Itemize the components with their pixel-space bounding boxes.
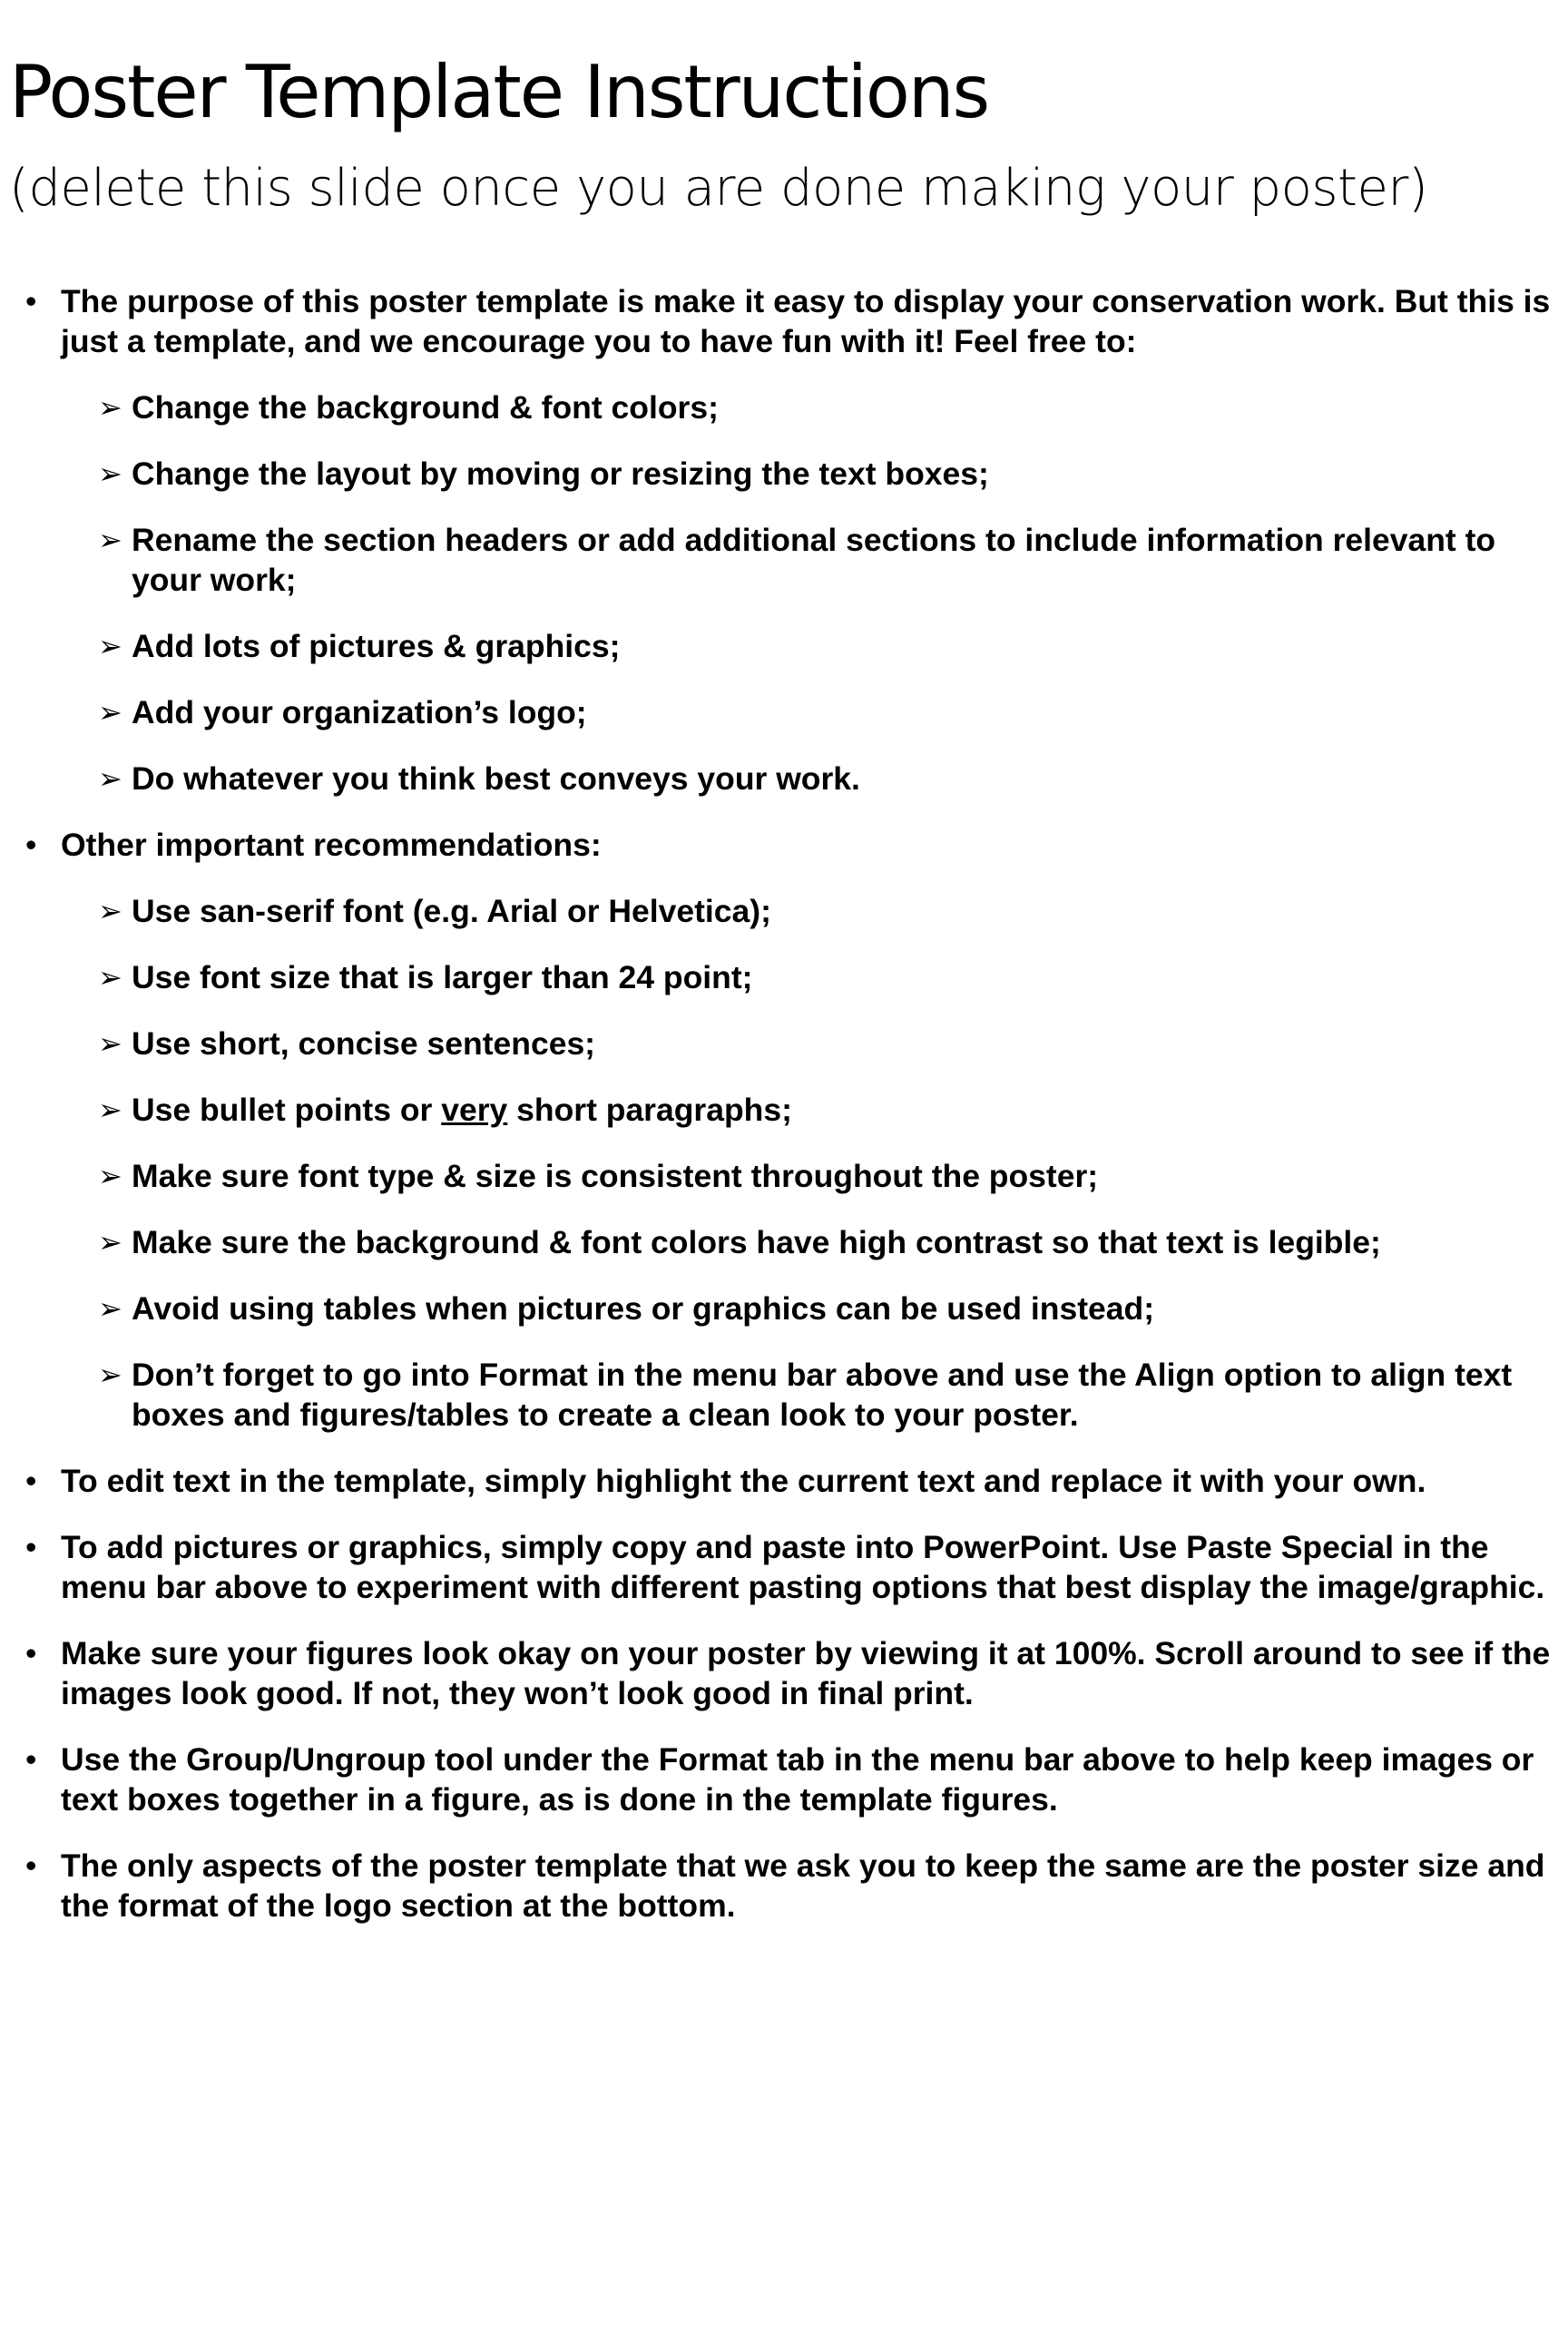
sub-bullet-text: Use font size that is larger than 24 point;: [132, 959, 753, 995]
page-subtitle: (delete this slide once you are done making your poster): [9, 159, 1428, 218]
sub-bullet-item: [0, 891, 1568, 931]
arrow-bullet-icon: ➢: [98, 894, 122, 928]
sub-bullet-item: [0, 1355, 1568, 1435]
sub-bullet-text: Do whatever you think best conveys your work.: [132, 760, 860, 797]
bullet-marker: •: [25, 1463, 37, 1499]
sub-bullet-item: [0, 1024, 1568, 1063]
bullet-group-tool: [0, 1740, 1568, 1819]
underlined-word: very: [441, 1092, 508, 1128]
bullet-text: The only aspects of the poster template that we ask you to keep the same are the poster size and the format of the logo section at the bottom.: [61, 1847, 1545, 1924]
sub-bullet-item: [0, 454, 1568, 494]
bullet-marker: •: [25, 1847, 37, 1884]
bullet-marker: •: [25, 1529, 37, 1565]
sub-bullet-text: Don’t forget to go into Format in the menu bar above and use the Align option to align text boxes and figures/tables to create a clean look to your poster.: [132, 1357, 1513, 1433]
bullet-add-pictures: [0, 1527, 1568, 1607]
arrow-bullet-icon: ➢: [98, 1159, 122, 1193]
sub-bullet-text: Add your organization’s logo;: [132, 694, 587, 730]
arrow-bullet-icon: ➢: [98, 629, 122, 663]
bullet-keep-same: [0, 1846, 1568, 1926]
sub-bullet-text: Change the background & font colors;: [132, 389, 719, 426]
sub-bullet-item: [0, 520, 1568, 600]
arrow-bullet-icon: ➢: [98, 523, 122, 557]
sub-bullet-text: Use san-serif font (e.g. Arial or Helvetica);: [132, 893, 771, 929]
sub-bullet-item: [0, 1289, 1568, 1328]
sub-bullet-text: Make sure font type & size is consistent throughout the poster;: [132, 1158, 1099, 1194]
sub-bullet-text: Use short, concise sentences;: [132, 1025, 596, 1062]
bullet-text: The purpose of this poster template is make it easy to display your conservation work. But this is just a template, and we encourage you to have fun with it! Feel free to:: [61, 283, 1551, 359]
page-title: Poster Template Instructions: [9, 50, 989, 134]
sub-bullet-item: [0, 1222, 1568, 1262]
sub-bullet-text: Add lots of pictures & graphics;: [132, 628, 621, 664]
bullet-marker: •: [25, 827, 37, 863]
bullet-other-recommendations: [0, 825, 1568, 865]
bullet-marker: •: [25, 1741, 37, 1778]
sub-bullet-text: [132, 1092, 792, 1128]
bullet-text: To add pictures or graphics, simply copy and paste into PowerPoint. Use Paste Special in the menu bar above to experiment with different pasting options that best display the image/graphic.: [61, 1529, 1545, 1605]
bullet-text: Other important recommendations:: [61, 827, 602, 863]
arrow-bullet-icon: ➢: [98, 1026, 122, 1061]
arrow-bullet-icon: ➢: [98, 761, 122, 796]
bullet-marker: •: [25, 283, 37, 319]
sub-bullet-item: [0, 957, 1568, 997]
arrow-bullet-icon: ➢: [98, 1225, 122, 1259]
sub-bullet-item: [0, 626, 1568, 666]
arrow-bullet-icon: ➢: [98, 695, 122, 730]
arrow-bullet-icon: ➢: [98, 1093, 122, 1127]
bullet-text: To edit text in the template, simply highlight the current text and replace it with your own.: [61, 1463, 1426, 1499]
sub-bullet-text: Make sure the background & font colors have high contrast so that text is legible;: [132, 1224, 1381, 1260]
sub-bullet-text: Rename the section headers or add additional sections to include information relevant to your work;: [132, 522, 1496, 598]
sub-bullet-item: [0, 387, 1568, 427]
bullet-marker: •: [25, 1635, 37, 1671]
arrow-bullet-icon: ➢: [98, 1291, 122, 1326]
instructions-list: [0, 281, 1568, 1952]
bullet-edit-text: [0, 1461, 1568, 1501]
sub-bullet-text: Avoid using tables when pictures or graphics can be used instead;: [132, 1290, 1155, 1327]
bullet-text: Use the Group/Ungroup tool under the Format tab in the menu bar above to help keep images or text boxes together in a figure, as is done in the template figures.: [61, 1741, 1534, 1818]
arrow-bullet-icon: ➢: [98, 960, 122, 995]
bullet-purpose: [0, 281, 1568, 361]
bullet-text: Make sure your figures look okay on your poster by viewing it at 100%. Scroll around to see if the images look good. If not, they won’t look good in final print.: [61, 1635, 1551, 1711]
sub-bullet-item: [0, 692, 1568, 732]
sub-bullet-item: [0, 1090, 1568, 1130]
sub-bullet-item: [0, 1156, 1568, 1196]
text-run: short paragraphs;: [507, 1092, 792, 1128]
text-run: Use bullet points or: [132, 1092, 442, 1128]
arrow-bullet-icon: ➢: [98, 1357, 122, 1392]
arrow-bullet-icon: ➢: [98, 456, 122, 491]
arrow-bullet-icon: ➢: [98, 390, 122, 425]
bullet-figures-okay: [0, 1633, 1568, 1713]
sub-bullet-text: Change the layout by moving or resizing the text boxes;: [132, 456, 989, 492]
sub-bullet-item: [0, 759, 1568, 799]
